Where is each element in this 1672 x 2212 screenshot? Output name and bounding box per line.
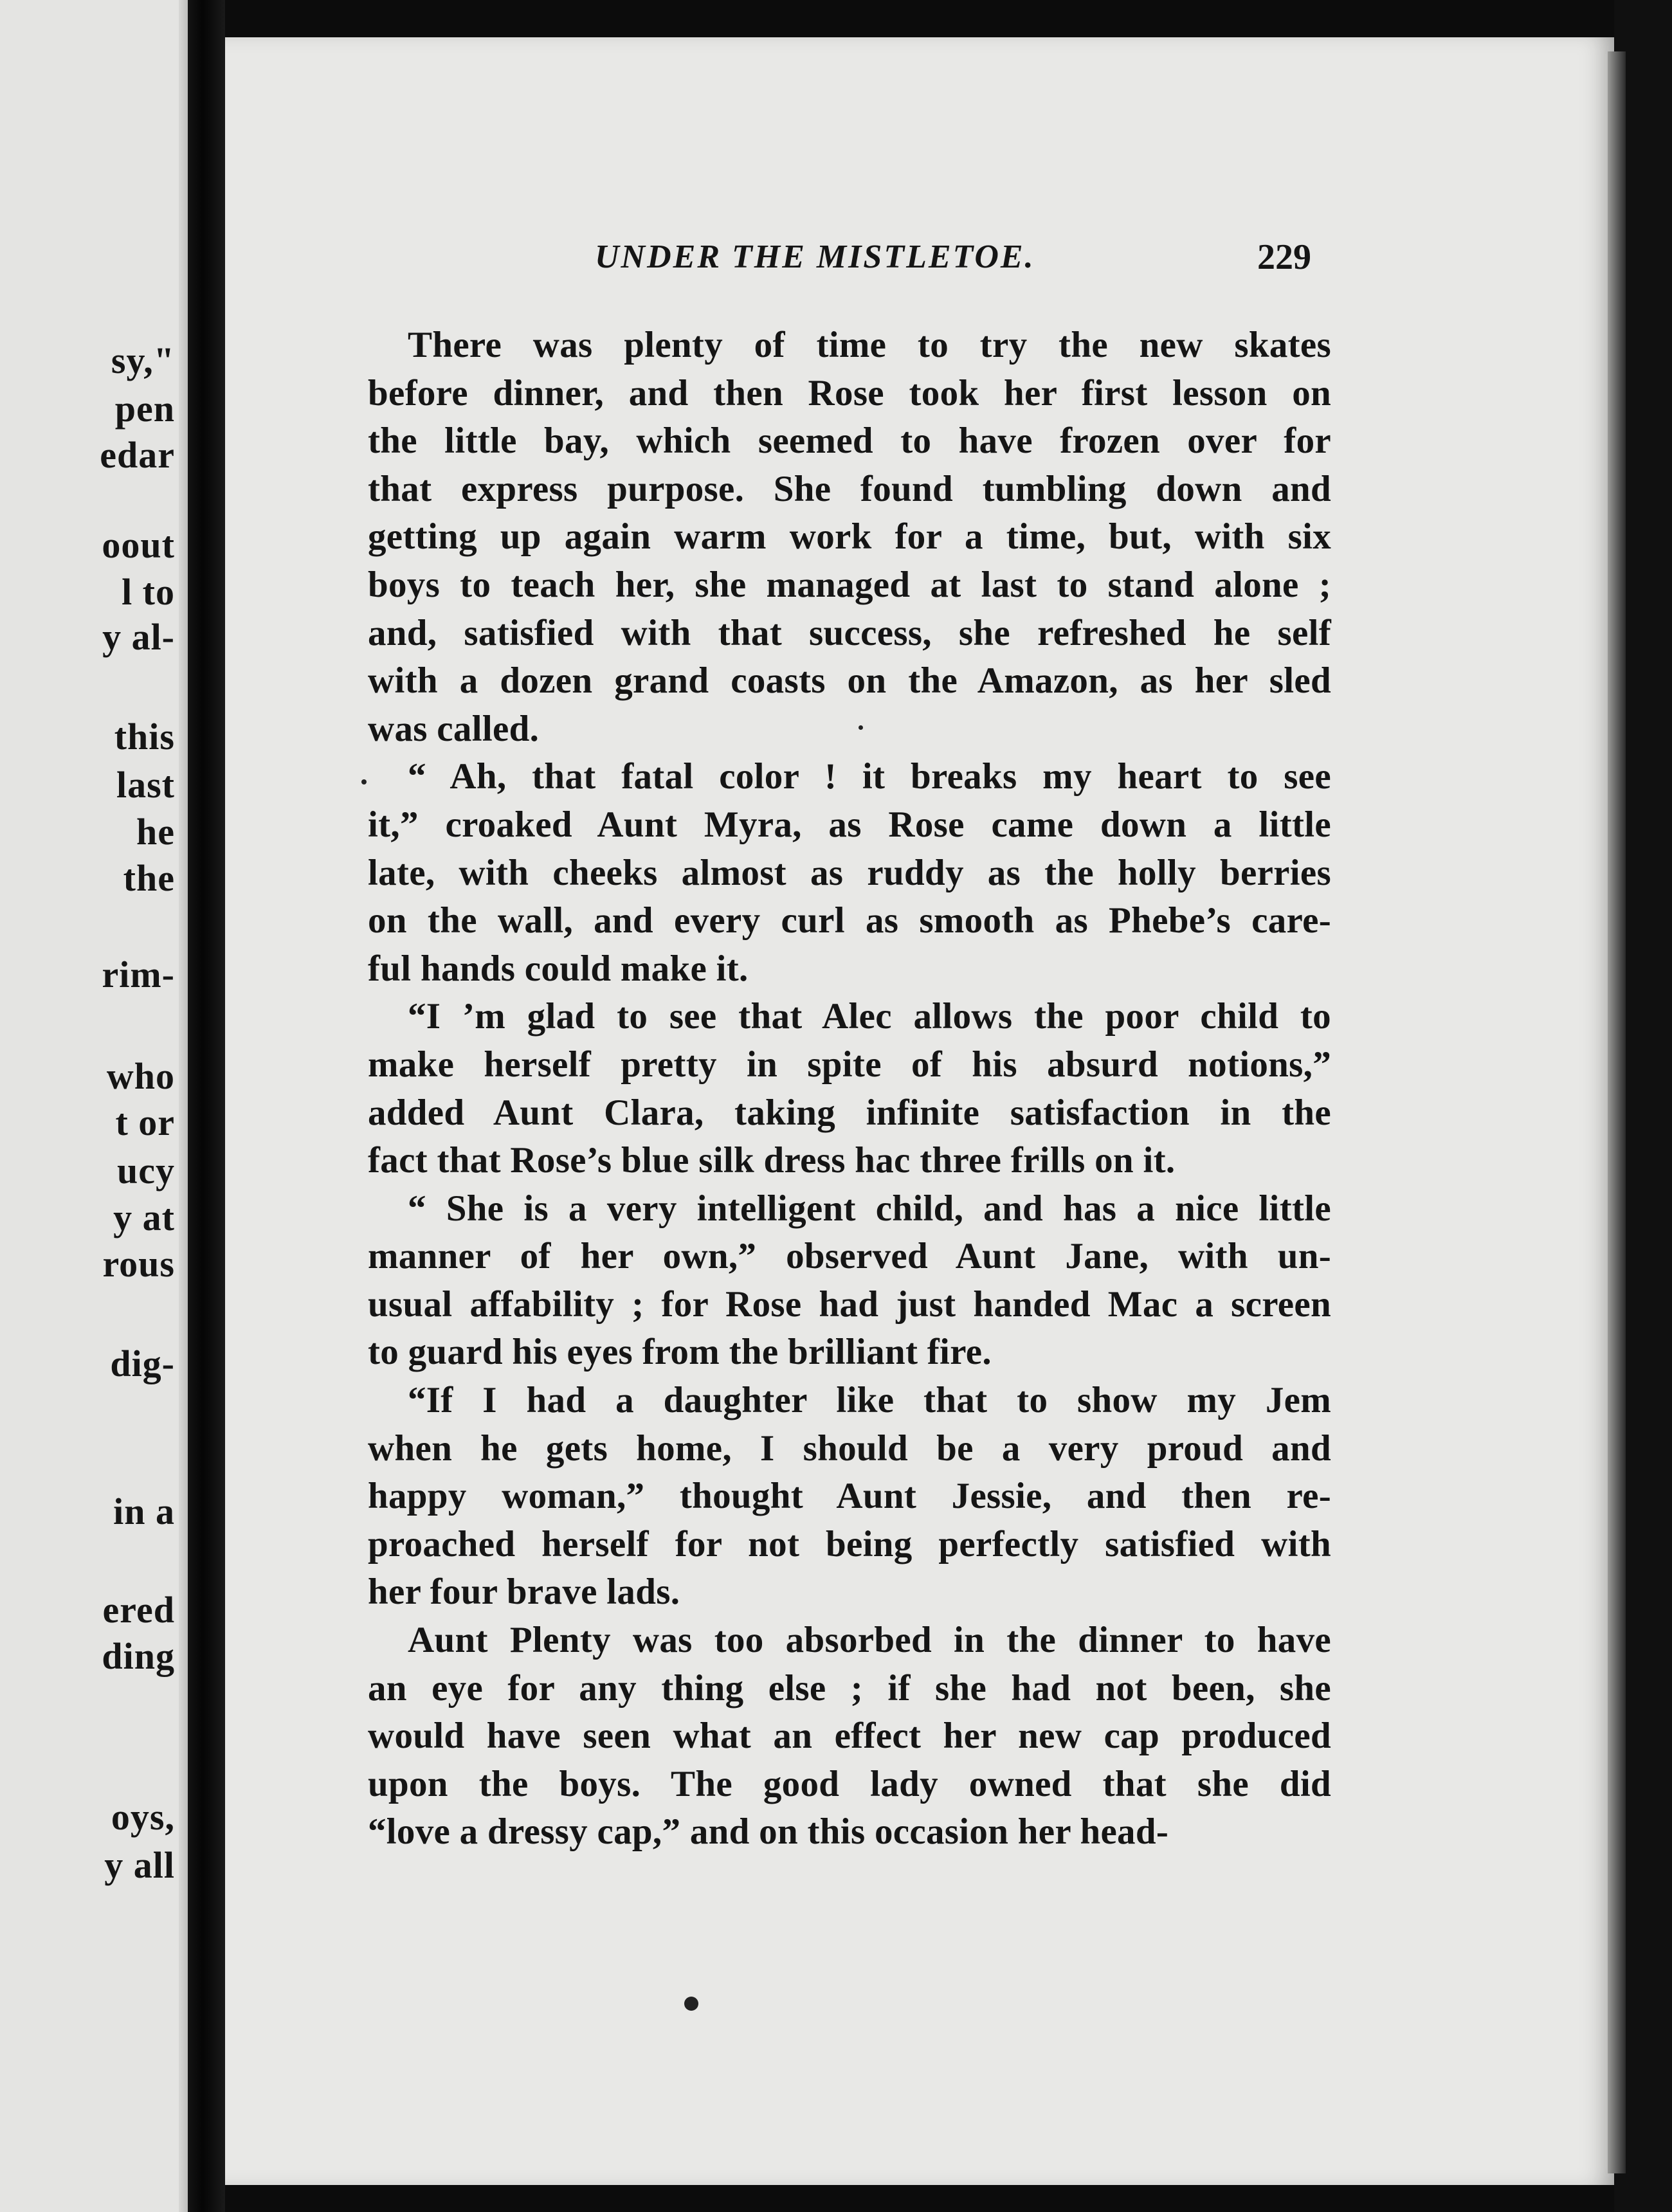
page-right-edge	[1608, 51, 1626, 2173]
left-page-line: this	[114, 716, 175, 757]
left-page-line: ered	[102, 1589, 175, 1631]
text-line: that express purpose. She found tumbling down and	[368, 468, 1331, 509]
left-page-edge	[179, 0, 188, 2212]
left-page-line: y all	[104, 1844, 175, 1886]
text-line: before dinner, and then Rose took her first lesson on	[368, 372, 1331, 413]
text-line: proached herself for not being perfectly satisfied with	[368, 1523, 1331, 1564]
left-page-line: dig-	[110, 1343, 175, 1384]
left-page-line: edar	[100, 434, 175, 476]
left-page-line: y at	[113, 1197, 175, 1238]
text-line: fact that Rose’s blue silk dress hac three frills on it.	[368, 1140, 1176, 1181]
text-line: happy woman,” thought Aunt Jessie, and then re-	[368, 1476, 1331, 1517]
text-line: boys to teach her, she managed at last to stand alone ;	[368, 564, 1331, 605]
text-line: the little bay, which seemed to have frozen over for	[368, 421, 1331, 462]
left-page-line: last	[116, 764, 175, 806]
ink-speck	[859, 725, 863, 730]
text-line: “love a dressy cap,” and on this occasion her head-	[368, 1811, 1169, 1853]
text-line: and, satisfied with that success, she refreshed he self	[368, 612, 1331, 653]
left-page-line: oout	[102, 524, 175, 566]
left-page-line: sy,"	[111, 340, 175, 381]
text-line: upon the boys. The good lady owned that she did	[368, 1763, 1331, 1804]
text-line: “If I had a daughter like that to show my Jem	[408, 1380, 1331, 1421]
left-page-line: rim-	[102, 954, 175, 995]
text-line: usual affability ; for Rose had just handed Mac a screen	[368, 1283, 1331, 1325]
ink-speck	[361, 779, 367, 784]
page-number: 229	[1257, 237, 1311, 277]
text-line: to guard his eyes from the brilliant fire.	[368, 1332, 992, 1373]
left-page-line: oys,	[111, 1796, 175, 1838]
left-page-line: in a	[113, 1491, 175, 1532]
text-line: Aunt Plenty was too absorbed in the dinner to have	[408, 1620, 1331, 1661]
text-line: late, with cheeks almost as ruddy as the holly berries	[368, 852, 1331, 893]
text-line: it,” croaked Aunt Myra, as Rose came down a little	[368, 804, 1331, 845]
left-page-line: ucy	[117, 1150, 175, 1192]
text-line: her four brave lads.	[368, 1572, 680, 1613]
text-line: an eye for any thing else ; if she had not been, she	[368, 1667, 1331, 1709]
text-line: would have seen what an effect her new cap produced	[368, 1716, 1331, 1757]
running-head: UNDER THE MISTLETOE.	[595, 239, 1035, 275]
text-line: on the wall, and every curl as smooth as Phebe’s care-	[368, 900, 1331, 941]
book-gutter	[188, 0, 225, 2212]
left-page-line: who	[106, 1055, 175, 1097]
left-page-line: the	[123, 857, 175, 899]
left-page-fragment	[0, 0, 188, 2212]
left-page-line: he	[136, 811, 175, 853]
text-line: make herself pretty in spite of his absurd notions,”	[368, 1044, 1331, 1085]
left-page-line: l to	[122, 571, 175, 613]
text-line: “ She is a very intelligent child, and has a nice little	[408, 1188, 1331, 1229]
text-line: There was plenty of time to try the new skates	[408, 325, 1331, 365]
left-page-line: pen	[114, 388, 175, 430]
body-text	[368, 322, 1331, 1856]
text-line: “ Ah, that fatal color ! it breaks my heart to see	[408, 756, 1331, 797]
text-line: manner of her own,” observed Aunt Jane, with un-	[368, 1236, 1331, 1277]
left-page-line: y al-	[102, 616, 175, 658]
text-line: with a dozen grand coasts on the Amazon, as her sled	[368, 660, 1331, 702]
text-line: was called.	[368, 708, 540, 749]
left-page-line: ding	[102, 1635, 175, 1677]
text-line: “I ’m glad to see that Alec allows the poor child to	[408, 996, 1331, 1037]
text-line: when he gets home, I should be a very proud and	[368, 1428, 1331, 1469]
left-page-line: t or	[115, 1101, 175, 1143]
text-line: getting up again warm work for a time, but, with six	[368, 516, 1331, 558]
left-page-line: rous	[102, 1243, 175, 1285]
text-line: ful hands could make it.	[368, 948, 749, 989]
text-line: added Aunt Clara, taking infinite satisfaction in the	[368, 1092, 1331, 1133]
ink-speck	[684, 1997, 698, 2011]
